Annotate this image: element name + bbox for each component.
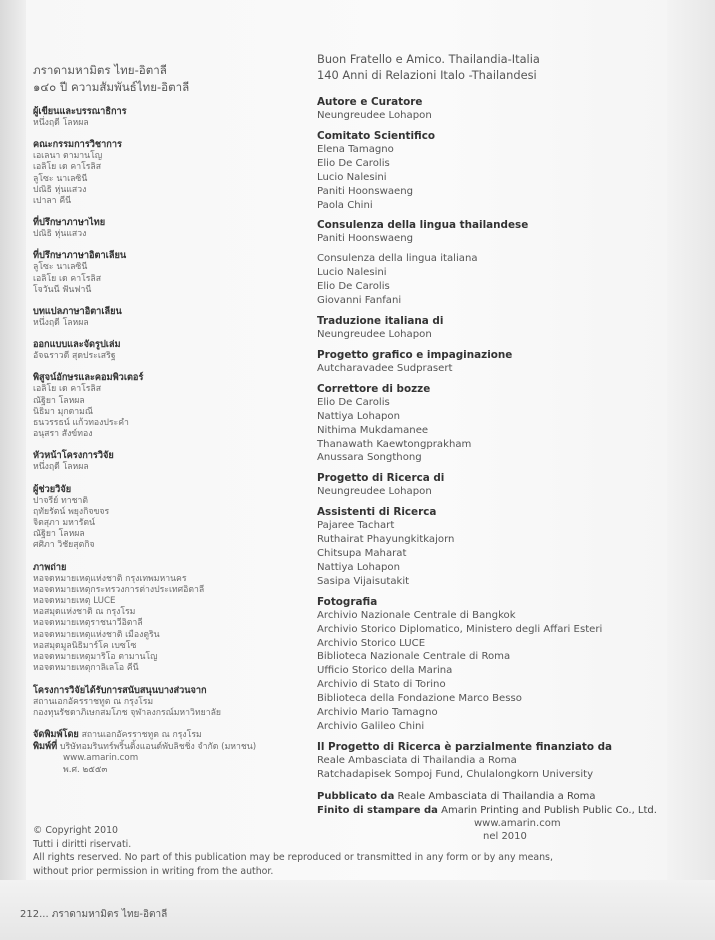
section-line: Biblioteca della Fondazione Marco Besso [317,693,522,705]
binding-shadow [0,0,26,940]
section-line: หอจดหมายเหตุมาริโอ ตามานโญ [33,652,158,663]
italian-subtitle: 140 Anni di Relazioni Italo -Thailandesi [317,68,537,82]
italian-section [317,252,697,308]
section-line: หนึ่งฤดี โลหผล [33,118,89,128]
section-line: อัจฉราวดี สุดประเสริฐ [33,351,116,362]
section-title: Progetto grafico e impaginazione [317,348,513,361]
section-title: ที่ปรึกษาภาษาไทย [33,217,106,229]
section-line: Chitsupa Maharat [317,548,407,560]
section-title: ออกแบบและจัดรูปเล่ม [33,339,121,351]
section-title: Comitato Scientifico [317,129,436,142]
section-line: Elio De Carolis [317,281,390,293]
thai-section [33,562,318,675]
italian-section [317,505,697,589]
section-line: Elena Tamagno [317,143,394,155]
section-line: ลูโซะ นาเลซินี [33,173,88,184]
section-line: Thanawath Kaewtongprakham [317,438,472,450]
italian-year: nel 2010 [483,831,527,843]
section-line: Elio De Carolis [317,396,390,408]
italian-sections [317,95,697,782]
section-line: Sasipa Vijaisutakit [317,575,410,587]
section-line: หนึ่งฤดี โลหผล [33,462,89,473]
section-line: Nattiya Lohapon [317,410,401,422]
thai-credits-column [33,62,318,776]
thai-section [33,106,318,129]
thai-section [33,139,318,207]
section-line: ปณิธิ หุ่นแสวง [33,184,87,195]
section-title: Il Progetto di Ricerca è parzialmente finanziato da [317,740,613,753]
section-title: Fotografia [317,595,378,608]
thai-section [33,250,318,296]
italian-section [317,471,697,499]
section-line: Archivio Mario Tamagno [317,707,438,719]
section-line: Autcharavadee Sudprasert [317,362,453,374]
copyright-block [33,824,593,878]
thai-section [33,339,318,362]
section-line: Ruthairat Phayungkitkajorn [317,534,455,546]
section-line: Archivio Storico LUCE [317,637,426,649]
section-line: Neungreudee Lohapon [317,110,432,121]
section-title: Assistenti di Ricerca [317,506,437,519]
section-line: Lucio Nalesini [317,267,387,279]
section-line: Archivio Storico Diplomatico, Ministero degli Affari Esteri [317,623,603,635]
section-line: ปณิธิ หุ่นแสวง [33,229,87,240]
section-line: Archivio di Stato di Torino [317,679,446,691]
section-title: ผู้ช่วยวิจัย [33,483,72,495]
thai-publisher-block [33,729,318,776]
section-line: อนุสรา สังข์ทอง [33,429,93,440]
section-line: หนึ่งฤดี โลหผล [33,318,89,329]
section-line: นิธิมา มุกดามณี [33,406,93,417]
section-line: ฤทัยรัตน์ พยุงกิจขจร [33,506,110,517]
section-line: ณัฐิยา โลหผล [33,529,85,540]
section-line: Reale Ambasciata di Thailandia a Roma [317,754,517,766]
section-line: Ratchadapisek Sompoj Fund, Chulalongkorn University [317,768,594,780]
section-line: Consulenza della lingua italiana [317,253,478,265]
section-line: เอลิโย เด คาโรลิส [33,162,102,173]
section-line: Giovanni Fanfani [317,295,402,307]
section-line: Elio De Carolis [317,157,390,169]
section-line: Neungreudee Lohapon [317,486,432,498]
section-title: โครงการวิจัยได้รับการสนับสนุนบางส่วนจาก [33,684,207,696]
section-line: จิตสุภา มหารัตน์ [33,518,95,529]
section-title: พิสูจน์อักษรและคอมพิวเตอร์ [33,372,144,384]
section-line: Biblioteca Nazionale Centrale di Roma [317,651,511,663]
section-title: Correttore di bozze [317,382,431,395]
thai-section [33,217,318,240]
italian-printer-value: Amarin Printing and Publish Public Co., Ltd. [441,804,657,816]
section-line: หอจดหมายเหตุราชนาวีอิตาลี [33,618,143,629]
italian-section [317,740,697,782]
section-line: เปาลา คีนี [33,196,72,207]
thai-publisher-value: สถานเอกอัครราชทูต ณ กรุงโรม [81,729,202,740]
section-line: Paola Chini [317,199,373,211]
italian-publisher-value: Reale Ambasciata di Thailandia a Roma [397,790,596,802]
section-line: Anussara Songthong [317,452,422,464]
italian-section [317,218,697,246]
rights-line-italian: Tutti i diritti riservati. [33,838,132,850]
section-title: Consulenza della lingua thailandese [317,219,529,232]
section-line: Pajaree Tachart [317,520,395,532]
section-line: Neungreudee Lohapon [317,328,432,340]
thai-printer-value: บริษัทอมรินทร์พริ้นติ้งแอนด์พับลิชชิ่ง จำกัด (มหาชน) [60,742,257,753]
section-line: Lucio Nalesini [317,171,387,183]
section-line: ณัฐิยา โลหผล [33,395,85,406]
section-title: Traduzione italiana di [317,314,444,327]
thai-section [33,484,318,552]
section-line: สถานเอกอัครราชทูต ณ กรุงโรม [33,696,154,707]
section-line: ศศิภา วิชัยสุตกิจ [33,540,95,551]
section-line: เอลิโย เด คาโรลิส [33,273,102,284]
thai-section [33,306,318,329]
italian-section [317,595,697,734]
section-line: หอจดหมายเหตุแห่งชาติ เมืองตูริน [33,629,160,640]
copyright-line: © Copyright 2010 [33,825,119,836]
italian-printer-label: Finito di stampare da [317,804,438,816]
italian-publisher-label: Pubblicato da [317,790,395,802]
section-title: ภาพถ่าย [33,561,67,573]
section-title: ผู้เขียนและบรรณาธิการ [33,106,127,117]
italian-section [317,314,697,342]
section-line: Paniti Hoonswaeng [317,185,414,197]
section-line: หอจดหมายเหตุแห่งชาติ กรุงเทพมหานคร [33,573,187,584]
section-title: ที่ปรึกษาภาษาอิตาเลียน [33,250,127,262]
section-line: Archivio Nazionale Centrale di Bangkok [317,609,516,621]
section-line: ลูโซะ นาเลซินี [33,262,88,273]
permission-line: without prior permission in writing from the author. [33,865,274,877]
italian-section [317,382,697,466]
section-title: บทแปลภาษาอิตาเลียน [33,306,122,318]
section-line: หอจดหมายเหตุกาลิเลโอ คีนี [33,663,139,674]
italian-section [317,95,697,123]
italian-section [317,348,697,376]
thai-section [33,372,318,440]
italian-web: www.amarin.com [474,818,561,830]
thai-subtitle: ๑๔๐ ปี ความสัมพันธ์ไทย-อิตาลี [33,80,190,94]
italian-credits-column [317,51,697,843]
section-line: หอสมุดมูลนิธิมาร์โค เบซโซ [33,640,137,651]
section-line: โจวันนี ฟันฟานี [33,284,92,295]
thai-section [33,685,318,719]
section-line: เอลิโย เด คาโรลิส [33,384,102,395]
section-line: หอจดหมายเหตุกระทรวงการต่างประเทศอิตาลี [33,584,205,595]
section-line: หอสมุดแห่งชาติ ณ กรุงโรม [33,607,136,618]
rights-line-english: All rights reserved. No part of this publication may be reproduced or transmitted in any form or by any means, [33,852,553,864]
page-footer: 212... ภราดามหามิตร ไทย-อิตาลี [20,909,168,920]
section-title: Progetto di Ricerca di [317,472,445,485]
section-line: Nattiya Lohapon [317,561,401,573]
section-title: หัวหน้าโครงการวิจัย [33,450,114,462]
section-line: ปาจรีย์ ทาชาติ [33,495,89,506]
section-title: คณะกรรมการวิชาการ [33,139,122,151]
section-title: Autore e Curatore [317,96,423,108]
section-line: หอจดหมายเหตุ LUCE [33,596,116,607]
thai-publisher-label: จัดพิมพ์โดย [33,728,79,740]
section-line: เอเลนา ตามานโญ [33,151,103,162]
section-line: ธนวรรธน์ แก้วทองประคำ [33,418,129,429]
section-line: Paniti Hoonswaeng [317,233,414,245]
thai-section [33,450,318,473]
thai-printer-label: พิมพ์ที่ [33,741,58,753]
italian-section [317,129,697,213]
thai-web: www.amarin.com [63,753,139,764]
italian-title: Buon Fratello e Amico. Thailandia-Italia [317,52,540,66]
thai-year: พ.ศ. ๒๕๕๓ [63,764,108,775]
thai-sections [33,106,318,719]
thai-title: ภราดามหามิตร ไทย-อิตาลี [33,63,167,77]
section-line: Archivio Galileo Chini [317,721,425,732]
section-line: Nithima Mukdamanee [317,424,429,436]
section-line: กองทุนรัชดาภิเษกสมโภช จุฬาลงกรณ์มหาวิทยาลัย [33,707,222,718]
section-line: Ufficio Storico della Marina [317,665,453,677]
